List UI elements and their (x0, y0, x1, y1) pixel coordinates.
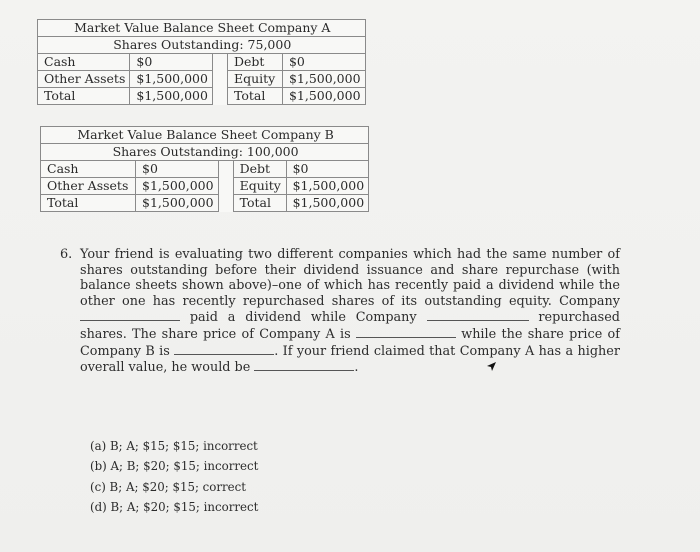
balance-sheet-company-a (37, 19, 366, 105)
row-value: $0 (286, 161, 369, 178)
table-row (38, 88, 366, 105)
answer-blank (427, 309, 529, 321)
table-title: Market Value Balance Sheet Company A (38, 20, 366, 37)
answer-option-d[interactable]: (d) B; A; $20; $15; incorrect (90, 499, 259, 514)
row-label: Total (38, 88, 130, 105)
row-value: $1,500,000 (282, 71, 365, 88)
row-label: Debt (227, 54, 282, 71)
question-text-part: . (354, 360, 359, 376)
question-text-part: repurchased shares. The share price of Company A is (80, 310, 620, 342)
row-value: $0 (136, 161, 219, 178)
row-value: $1,500,000 (136, 195, 219, 212)
shares-outstanding: Shares Outstanding: 75,000 (38, 37, 366, 54)
answer-blank (80, 309, 180, 321)
table-row (41, 195, 369, 212)
answer-blank (254, 359, 354, 371)
table-row (41, 178, 369, 195)
column-gap (218, 178, 233, 195)
table-row (41, 161, 369, 178)
question-text (80, 247, 620, 376)
row-label: Total (227, 88, 282, 105)
column-gap (218, 195, 233, 212)
column-gap (218, 161, 233, 178)
answer-blank (174, 343, 274, 355)
balance-sheet-company-b (40, 126, 369, 212)
row-label: Total (41, 195, 136, 212)
question-text-part: while the share price of Company B is (80, 326, 620, 359)
question-6 (60, 247, 620, 376)
answer-blank (356, 326, 456, 338)
mouse-pointer-icon (484, 360, 498, 374)
row-value: $1,500,000 (286, 178, 369, 195)
column-gap (212, 54, 227, 71)
answer-option-c[interactable]: (c) B; A; $20; $15; correct (90, 479, 246, 494)
row-label: Equity (233, 178, 286, 195)
row-value: $1,500,000 (286, 195, 369, 212)
row-value: $1,500,000 (130, 88, 213, 105)
column-gap (212, 88, 227, 105)
question-text-part: Your friend is evaluating two different companies which had the same number of shares outstanding before their dividend issuance and share repurchase (with balance sheets shown above)–one of which has recently paid a dividend while the other one has recently repurchased shares of its outstanding equity. Company (80, 247, 620, 309)
table-row (38, 71, 366, 88)
row-value: $0 (282, 54, 365, 71)
row-label: Other Assets (41, 178, 136, 195)
row-label: Other Assets (38, 71, 130, 88)
column-gap (212, 71, 227, 88)
answer-option-b[interactable]: (b) A; B; $20; $15; incorrect (90, 459, 259, 474)
question-number: 6. (60, 247, 73, 262)
answer-option-a[interactable]: (a) B; A; $15; $15; incorrect (90, 439, 258, 453)
row-value: $1,500,000 (282, 88, 365, 105)
question-text-part: . If your friend claimed that Company A has a higher overall value, he would be (80, 343, 620, 376)
row-label: Total (233, 195, 286, 212)
shares-outstanding: Shares Outstanding: 100,000 (41, 144, 369, 161)
row-value: $0 (130, 54, 213, 71)
row-label: Equity (227, 71, 282, 88)
row-value: $1,500,000 (136, 178, 219, 195)
row-label: Debt (233, 161, 286, 178)
row-value: $1,500,000 (130, 71, 213, 88)
table-row (38, 54, 366, 71)
table-title: Market Value Balance Sheet Company B (41, 127, 369, 144)
answer-options (90, 436, 258, 517)
row-label: Cash (38, 54, 130, 71)
row-label: Cash (41, 161, 136, 178)
question-text-part: paid a dividend while Company (189, 310, 417, 326)
